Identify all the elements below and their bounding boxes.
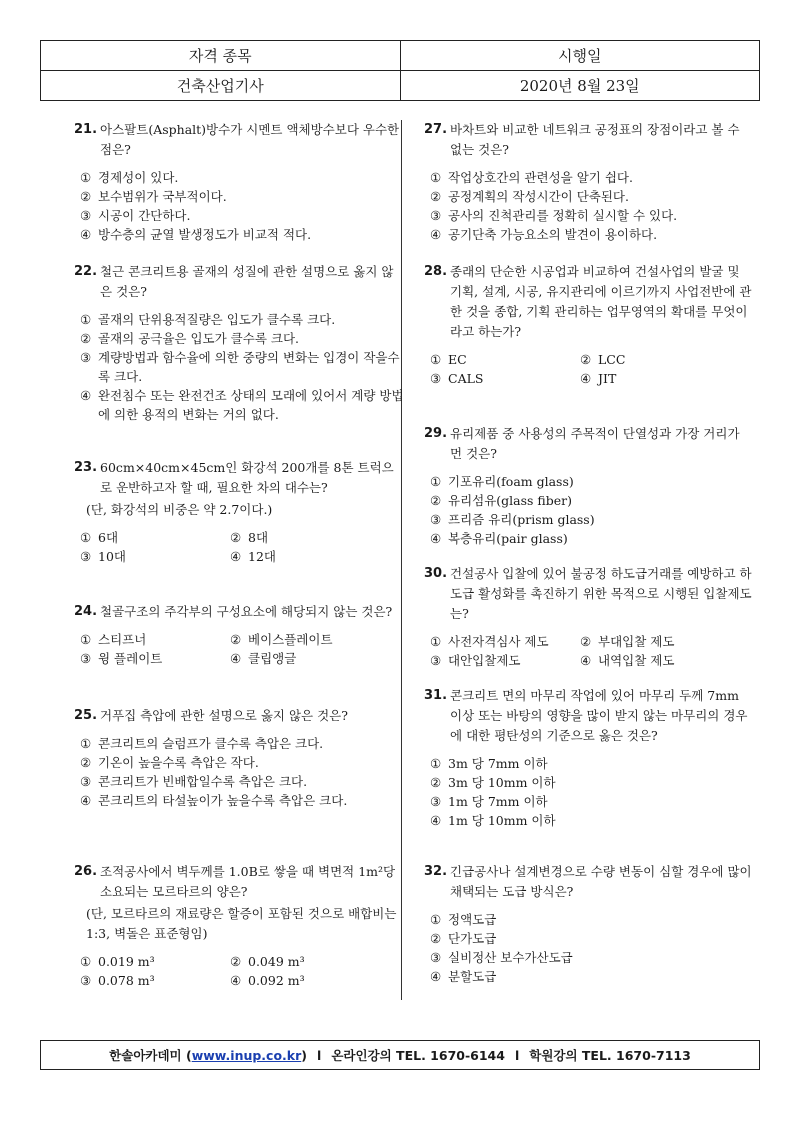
option-list xyxy=(424,472,754,548)
option[interactable]: ② LCC xyxy=(580,352,626,367)
option[interactable]: ① 정액도급 xyxy=(430,912,497,927)
option[interactable]: ④ 1m 당 10mm 이하 xyxy=(430,813,556,828)
question-22 xyxy=(74,262,404,424)
question-number: 32. xyxy=(424,864,448,879)
question-text: 아스팔트(Asphalt)방수가 시멘트 액체방수보다 우수한 점은? xyxy=(100,122,400,157)
option-list xyxy=(424,168,754,244)
question-text: 종래의 단순한 시공업과 비교하여 건설사업의 발굴 및 기획, 설계, 시공, 유지관리에 이르기까지 사업전반에 관한 것을 종합, 기획 관리하는 업무영역의 확대를 무엇이라고 하는가? xyxy=(450,264,752,339)
option-list xyxy=(424,632,754,670)
option[interactable]: ④ 콘크리트의 타설높이가 높을수록 측압은 크다. xyxy=(80,793,348,808)
question-30 xyxy=(424,564,754,670)
option[interactable]: ② 베이스플레이트 xyxy=(230,632,333,647)
footer-academy: 한솔아카데미 ( xyxy=(109,1048,192,1063)
option[interactable]: ④ 완전침수 또는 완전건조 상태의 모래에 있어서 계량 방법에 의한 용적의 변화는 거의 없다. xyxy=(80,388,404,422)
question-28 xyxy=(424,262,754,388)
option[interactable]: ① 기포유리(foam glass) xyxy=(430,474,574,489)
question-26 xyxy=(74,862,404,990)
footer-online-phone: 온라인강의 TEL. 1670-6144 xyxy=(331,1048,505,1063)
question-number: 30. xyxy=(424,566,448,581)
question-23 xyxy=(74,458,404,566)
option[interactable]: ③ 계량방법과 함수율에 의한 중량의 변화는 입경이 작을수록 크다. xyxy=(80,350,400,384)
option[interactable]: ④ 내역입찰 제도 xyxy=(580,653,675,668)
footer-offline-phone: 학원강의 TEL. 1670-7113 xyxy=(529,1048,691,1063)
question-number: 21. xyxy=(74,122,98,137)
question-number: 27. xyxy=(424,122,448,137)
question-number: 25. xyxy=(74,708,98,723)
question-number: 22. xyxy=(74,264,98,279)
option-list xyxy=(424,910,754,986)
option[interactable]: ③ 공사의 진척관리를 정확히 실시할 수 있다. xyxy=(430,208,678,223)
question-text: 조적공사에서 벽두께를 1.0B로 쌓을 때 벽면적 1m²당 소요되는 모르타르의 양은? xyxy=(100,864,396,899)
question-32 xyxy=(424,862,754,986)
header-value-subject: 건축산업기사 xyxy=(41,71,401,101)
option[interactable]: ② 부대입찰 제도 xyxy=(580,634,675,649)
option-list xyxy=(74,734,404,810)
question-text: 긴급공사나 설계변경으로 수량 변동이 심할 경우에 많이 채택되는 도급 방식은? xyxy=(450,864,752,899)
option[interactable]: ③ 콘크리트가 빈배합일수록 측압은 크다. xyxy=(80,774,308,789)
option-list xyxy=(74,310,404,424)
option[interactable]: ① 콘크리트의 슬럼프가 클수록 측압은 크다. xyxy=(80,736,324,751)
option[interactable]: ③ 윙 플레이트 xyxy=(80,651,163,666)
option[interactable]: ① 작업상호간의 관련성을 알기 쉽다. xyxy=(430,170,633,185)
question-number: 24. xyxy=(74,604,98,619)
header-label-date: 시행일 xyxy=(400,41,760,71)
question-27 xyxy=(424,120,754,244)
question-text: 유리제품 중 사용성의 주목적이 단열성과 가장 거리가 먼 것은? xyxy=(450,426,740,461)
question-text: 바차트와 비교한 네트워크 공정표의 장점이라고 볼 수 없는 것은? xyxy=(450,122,740,157)
option[interactable]: ④ 공기단축 가능요소의 발견이 용이하다. xyxy=(430,227,658,242)
question-31 xyxy=(424,686,754,830)
question-number: 26. xyxy=(74,864,98,879)
option[interactable]: ① 0.019 m³ xyxy=(80,954,155,969)
option[interactable]: ② 유리섬유(glass fiber) xyxy=(430,493,573,508)
option[interactable]: ③ CALS xyxy=(430,371,484,386)
footer-close-paren: ) xyxy=(301,1047,308,1063)
question-text: 철근 콘크리트용 골재의 성질에 관한 설명으로 옳지 않은 것은? xyxy=(100,264,394,299)
header-value-date: 2020년 8월 23일 xyxy=(400,71,760,101)
option[interactable]: ② 8대 xyxy=(230,530,269,545)
option[interactable]: ④ 복층유리(pair glass) xyxy=(430,531,568,546)
question-number: 28. xyxy=(424,264,448,279)
question-note: (단, 화강석의 비중은 약 2.7이다.) xyxy=(86,502,273,517)
option[interactable]: ④ JIT xyxy=(580,371,617,386)
question-text: 60cm×40cm×45cm인 화강석 200개를 8톤 트럭으로 운반하고자 할 때, 필요한 차의 대수는? xyxy=(100,460,394,495)
question-text: 철골구조의 주각부의 구성요소에 해당되지 않는 것은? xyxy=(100,604,393,619)
option-list xyxy=(424,754,754,830)
header-label-subject: 자격 종목 xyxy=(41,41,401,71)
option[interactable]: ④ 분할도급 xyxy=(430,969,497,984)
option[interactable]: ③ 시공이 간단하다. xyxy=(80,208,191,223)
option[interactable]: ① 6대 xyxy=(80,530,119,545)
footer-separator: l xyxy=(514,1047,520,1063)
footer-website-link[interactable]: www.inup.co.kr xyxy=(191,1047,302,1063)
option[interactable]: ① 사전자격심사 제도 xyxy=(430,634,549,649)
footer-separator: l xyxy=(317,1047,322,1063)
question-text: 거푸집 측압에 관한 설명으로 옳지 않은 것은? xyxy=(100,708,348,723)
option[interactable]: ③ 10대 xyxy=(80,549,126,564)
option-list xyxy=(424,350,754,388)
option[interactable]: ④ 12대 xyxy=(230,549,276,564)
question-text: 건설공사 입찰에 있어 불공정 하도급거래를 예방하고 하도급 활성화를 촉진하기 위한 목적으로 시행된 입찰제도는? xyxy=(450,566,752,621)
option[interactable]: ③ 0.078 m³ xyxy=(80,973,155,988)
option-list xyxy=(74,952,404,990)
option[interactable]: ④ 방수층의 균열 발생정도가 비교적 적다. xyxy=(80,227,312,242)
option[interactable]: ① 3m 당 7mm 이하 xyxy=(430,756,548,771)
question-number: 29. xyxy=(424,426,448,441)
question-note: (단, 모르타르의 재료량은 할증이 포함된 것으로 배합비는 1:3, 벽돌은 표준형임) xyxy=(86,906,397,941)
option[interactable]: ② 공정계획의 작성시간이 단축된다. xyxy=(430,189,629,204)
option-list xyxy=(74,630,404,668)
question-25 xyxy=(74,706,404,810)
question-text: 콘크리트 면의 마무리 작업에 있어 마무리 두께 7mm 이상 또는 바탕의 영향을 많이 받지 않는 마무리의 경우에 대한 평탄성의 기준으로 옳은 것은? xyxy=(450,688,748,743)
option[interactable]: ④ 클립앵글 xyxy=(230,651,297,666)
option[interactable]: ① EC xyxy=(430,352,467,367)
question-number: 31. xyxy=(424,688,448,703)
option[interactable]: ② 기온이 높을수록 측압은 작다. xyxy=(80,755,259,770)
option[interactable]: ② 보수범위가 국부적이다. xyxy=(80,189,227,204)
option[interactable]: ② 단가도급 xyxy=(430,931,497,946)
option[interactable]: ① 경제성이 있다. xyxy=(80,170,179,185)
option[interactable]: ③ 1m 당 7mm 이하 xyxy=(430,794,548,809)
option[interactable]: ② 0.049 m³ xyxy=(230,954,305,969)
question-29 xyxy=(424,424,754,548)
option[interactable]: ② 3m 당 10mm 이하 xyxy=(430,775,556,790)
footer-banner xyxy=(40,1040,760,1070)
option[interactable]: ② 골재의 공극율은 입도가 클수록 크다. xyxy=(80,331,299,346)
option-list xyxy=(74,528,404,566)
question-number: 23. xyxy=(74,460,98,475)
option[interactable]: ① 골재의 단위용적질량은 입도가 클수록 크다. xyxy=(80,312,336,327)
option[interactable]: ③ 실비정산 보수가산도급 xyxy=(430,950,573,965)
question-24 xyxy=(74,602,404,668)
option[interactable]: ① 스티프너 xyxy=(80,632,147,647)
option[interactable]: ④ 0.092 m³ xyxy=(230,973,305,988)
option-list xyxy=(74,168,404,244)
option[interactable]: ③ 대안입찰제도 xyxy=(430,653,521,668)
option[interactable]: ③ 프리즘 유리(prism glass) xyxy=(430,512,595,527)
header-table xyxy=(40,40,760,101)
question-21 xyxy=(74,120,404,244)
